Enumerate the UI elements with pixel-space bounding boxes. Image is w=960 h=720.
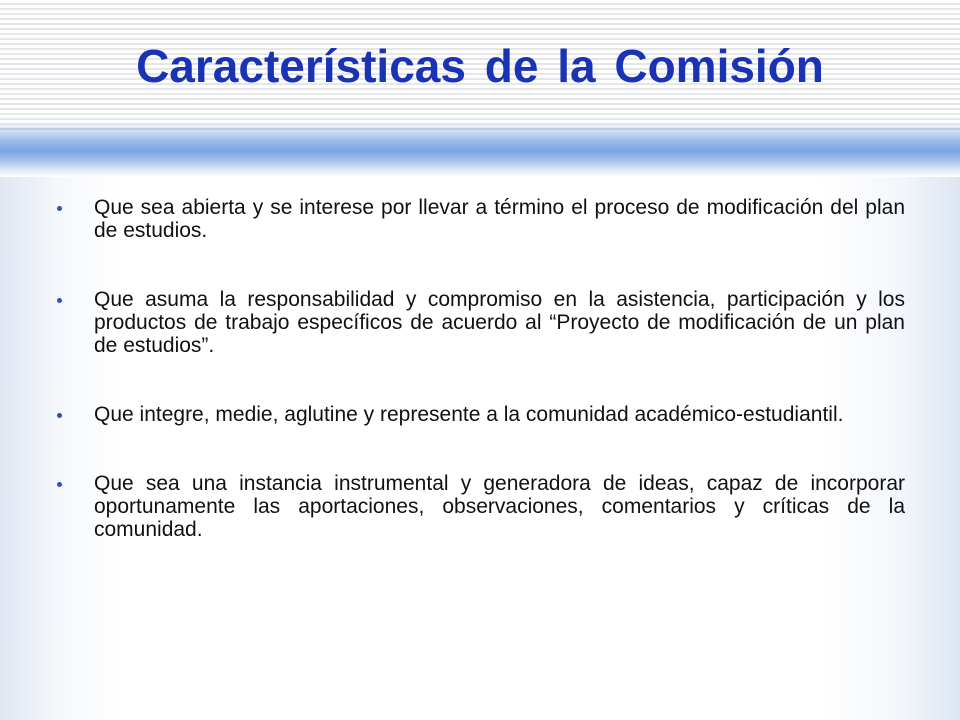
bullet-list xyxy=(57,196,905,541)
bullet-item xyxy=(57,403,905,426)
title-band-divider xyxy=(0,128,960,130)
bullet-item xyxy=(57,196,905,242)
bullet-text: Que sea abierta y se interese por llevar a término el proceso de modificación del plan de estudios. xyxy=(94,196,905,242)
title-accent-band xyxy=(0,125,960,177)
bullet-dot-icon xyxy=(57,413,62,418)
bullet-item xyxy=(57,288,905,357)
bullet-dot-icon xyxy=(57,298,62,303)
bullet-item xyxy=(57,472,905,541)
slide-title: Características de la Comisión xyxy=(136,40,824,92)
bullet-text: Que sea una instancia instrumental y generadora de ideas, capaz de incorporar oportunamente las aportaciones, observaciones, comentarios y críticas de la comunidad. xyxy=(94,472,905,541)
bullet-dot-icon xyxy=(57,206,62,211)
bullet-text: Que asuma la responsabilidad y compromiso en la asistencia, participación y los productos de trabajo específicos de acuerdo al “Proyecto de modificación de un plan de estudios”. xyxy=(94,288,905,357)
bullet-text: Que integre, medie, aglutine y represente a la comunidad académico-estudiantil. xyxy=(94,403,844,426)
bullet-dot-icon xyxy=(57,482,62,487)
